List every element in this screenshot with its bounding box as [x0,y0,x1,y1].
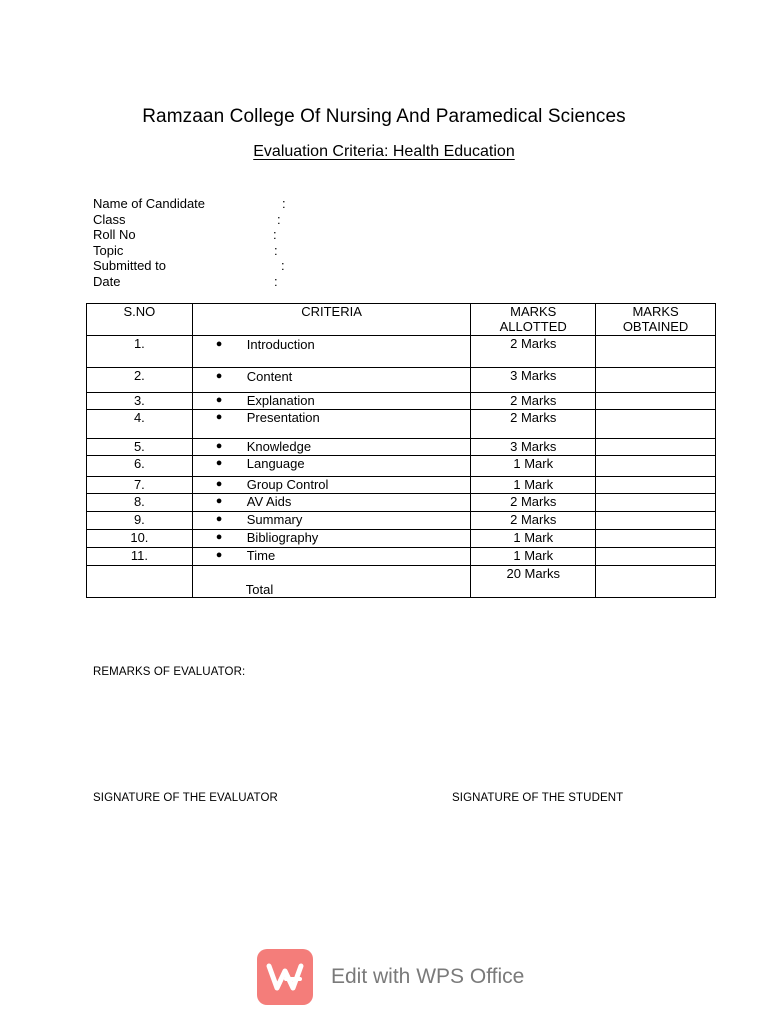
info-row-date [93,273,278,290]
sno-cell: 9. [87,512,193,530]
table-header-row [87,304,716,336]
document-title: Ramzaan College Of Nursing And Paramedical Sciences [142,106,626,127]
header-marks-allotted [471,304,596,336]
table-row [87,512,716,530]
marks-allotted-cell: 2 Marks [471,494,596,512]
table-row [87,368,716,393]
bullet-icon: ● [215,513,223,525]
criteria-label: Time [246,548,276,563]
table-row [87,439,716,456]
sno-cell: 7. [87,477,193,494]
bullet-icon: ● [215,457,223,469]
evaluation-table [86,303,716,598]
criteria-item [193,393,471,408]
criteria-cell [192,512,471,530]
document-subtitle-text: Evaluation Criteria: Health Education [253,143,515,160]
criteria-label: AV Aids [246,494,292,509]
sno-cell: 5. [87,439,193,456]
bullet-icon: ● [215,394,223,406]
info-label: Submitted to [93,258,166,273]
criteria-item [193,477,471,492]
marks-allotted-cell: 1 Mark [471,477,596,494]
info-label: Topic [93,242,124,258]
table-row [87,477,716,494]
criteria-label: Group Control [246,477,329,492]
marks-obtained-cell[interactable] [596,512,716,530]
marks-allotted-cell: 1 Mark [471,548,596,566]
header-line: MARKS [632,304,679,319]
bullet-icon: ● [215,370,223,382]
wps-edit-banner[interactable] [257,949,524,1005]
bullet-icon: ● [215,478,223,490]
wps-edit-text[interactable]: Edit with WPS Office [331,965,525,988]
table-row [87,336,716,368]
criteria-label: Introduction [246,337,315,352]
criteria-cell [192,477,471,494]
table-row [87,494,716,512]
sno-cell: 6. [87,456,193,477]
marks-allotted-cell: 1 Mark [471,530,596,548]
info-colon: : [274,242,278,258]
sno-cell [87,566,193,598]
criteria-cell [192,336,471,368]
header-line: ALLOTTED [499,319,567,334]
table-row [87,548,716,566]
sno-cell: 8. [87,494,193,512]
criteria-item [193,548,471,563]
header-marks-obtained [596,304,716,336]
info-row-name [93,196,286,212]
student-signature-label: SIGNATURE OF THE STUDENT [452,792,624,804]
marks-obtained-cell[interactable] [596,410,716,439]
info-row-submitted-to [93,258,285,274]
bullet-icon: ● [215,549,223,561]
marks-allotted-cell: 1 Mark [471,456,596,477]
info-row-class [93,211,281,228]
criteria-item [193,410,471,425]
total-marks-cell: 20 Marks [471,566,596,598]
info-label: Class [93,211,126,227]
table-row [87,393,716,410]
marks-allotted-cell: 2 Marks [471,393,596,410]
criteria-label: Language [246,456,305,471]
info-row-roll-no [93,227,277,243]
criteria-cell [192,456,471,477]
info-label: Name of Candidate [93,196,206,211]
document-subtitle [0,143,768,161]
header-line: MARKS [510,304,557,319]
info-colon: : [282,196,286,211]
sno-cell: 4. [87,410,193,439]
criteria-item [193,530,471,545]
info-label: Date [93,273,121,289]
criteria-item [193,439,471,454]
info-row-topic [93,242,278,259]
criteria-label: Explanation [246,393,315,408]
sno-cell: 11. [87,548,193,566]
table-row [87,456,716,477]
criteria-label: Presentation [246,410,320,425]
marks-obtained-cell[interactable] [596,368,716,393]
bullet-icon: ● [215,440,223,452]
criteria-label: Knowledge [246,439,312,454]
criteria-cell [192,410,471,439]
remarks-label: REMARKS OF EVALUATOR: [93,666,246,678]
total-label-cell [192,566,471,598]
marks-obtained-cell[interactable] [596,439,716,456]
info-colon: : [273,227,277,242]
total-obtained-cell[interactable] [596,566,716,598]
header-criteria: CRITERIA [192,304,471,336]
header-sno: S.NO [87,304,193,336]
sno-cell: 1. [87,336,193,368]
criteria-cell [192,548,471,566]
criteria-label: Bibliography [246,530,319,545]
marks-allotted-cell: 3 Marks [471,439,596,456]
bullet-icon: ● [215,531,223,543]
table-row [87,530,716,548]
criteria-cell [192,530,471,548]
marks-obtained-cell[interactable] [596,548,716,566]
criteria-item [193,512,471,527]
table-row [87,410,716,439]
total-label: Total [245,582,274,597]
info-colon: : [277,211,281,227]
criteria-label: Content [246,369,293,384]
criteria-item [193,456,471,471]
sno-cell: 10. [87,530,193,548]
marks-obtained-cell[interactable] [596,393,716,410]
bullet-icon: ● [215,411,223,423]
criteria-cell [192,494,471,512]
info-colon: : [281,258,285,273]
marks-obtained-cell[interactable] [596,530,716,548]
bullet-icon: ● [215,495,223,507]
candidate-info [93,196,286,289]
sno-cell: 2. [87,368,193,393]
wps-logo-icon[interactable] [257,949,313,1005]
marks-allotted-cell: 3 Marks [471,368,596,393]
marks-obtained-cell[interactable] [596,336,716,368]
wps-logo-glyph [257,949,313,1005]
sno-cell: 3. [87,393,193,410]
criteria-cell [192,368,471,393]
header-line: OBTAINED [622,319,689,334]
marks-obtained-cell[interactable] [596,494,716,512]
marks-allotted-cell: 2 Marks [471,336,596,368]
criteria-item [193,337,471,352]
marks-obtained-cell[interactable] [596,456,716,477]
info-label: Roll No [93,227,136,242]
table-total-row [87,566,716,598]
criteria-item [193,369,471,384]
criteria-item [193,494,471,509]
evaluator-signature-label: SIGNATURE OF THE EVALUATOR [93,792,278,804]
criteria-label: Summary [246,512,303,527]
criteria-cell [192,393,471,410]
criteria-cell [192,439,471,456]
marks-allotted-cell: 2 Marks [471,512,596,530]
bullet-icon: ● [215,338,223,350]
marks-obtained-cell[interactable] [596,477,716,494]
info-colon: : [274,273,278,289]
marks-allotted-cell: 2 Marks [471,410,596,439]
